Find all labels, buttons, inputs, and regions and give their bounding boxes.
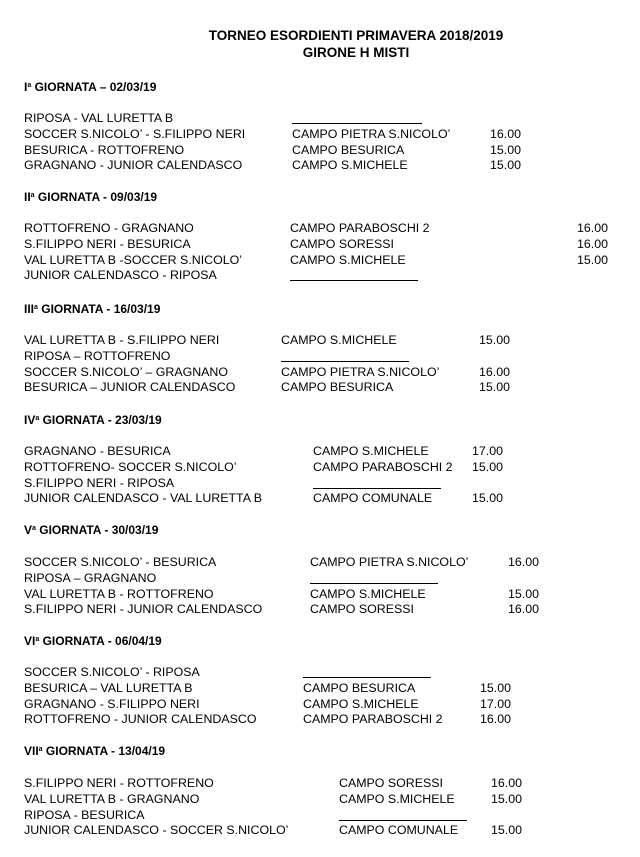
blank-field-line — [339, 820, 467, 821]
blank-field-line — [292, 123, 422, 124]
round-6: $VI^a$ GIORNATA - 06/04/19 SOCCER S.NICOLO’ - RIPOSA BESURICA – VAL LURETTA B CAMPO BESURICA 15.00 GRAGNANO - S.FILIPPO NERI CAMPO S.MICHELE 17.00 ROTTOFRENO - JUNIOR CALENDASCO CAMPO PARABOSCHI 2 16.00 — [24, 634, 624, 649]
round-7: VII$^a$ GIORNATA - 13/04/19 S.FILIPPO NERI - ROTTOFRENO CAMPO SORESSI 16.00 VAL LURETTA B - GRAGNANO CAMPO S.MICHELE 15.00 RIPOSA - BESURICA JUNIOR CALENDASCO - SOCCER S.NICOLO’ CAMPO COMUNALE 15.00 — [24, 744, 624, 759]
blank-field-line — [281, 361, 409, 362]
round-5: $V^a$ GIORNATA - 30/03/19 SOCCER S.NICOLO’ - BESURICA CAMPO PIETRA S.NICOLO’ 16.00 RIPOSA – GRAGNANO VAL LURETTA B - ROTTOFRENO CAMPO S.MICHELE 15.00 S.FILIPPO NERI - JUNIOR CALENDASCO CAMPO SORESSI 16.00 — [24, 523, 624, 538]
blank-field-line — [290, 280, 418, 281]
round-heading: $VI^a$ GIORNATA - 06/04/19 — [24, 634, 162, 648]
round-heading: $II^a$ GIORNATA - 09/03/19 — [24, 190, 158, 204]
blank-field-line — [303, 677, 431, 678]
round-heading: VII$^a$ GIORNATA - 13/04/19 — [24, 744, 166, 758]
blank-field-line — [313, 488, 441, 489]
document-title: TORNEO ESORDIENTI PRIMAVERA 2018/2019 — [208, 28, 504, 43]
round-heading: $V^a$ GIORNATA - 30/03/19 — [24, 523, 159, 537]
round-heading: III$^a$ GIORNATA - 16/03/19 — [24, 302, 161, 316]
round-1: $I^a$ GIORNATA – 02/03/19 RIPOSA - VAL LURETTA B SOCCER S.NICOLO’ - S.FILIPPO NERI CAMPO PIETRA S.NICOLO’ 16.00 BESURICA - ROTTOFRENO CAMPO BESURICA 15.00 GRAGNANO - JUNIOR CALENDASCO CAMPO S.MICHELE 15.00 — [24, 80, 624, 95]
round-3: III$^a$ GIORNATA - 16/03/19 VAL LURETTA B - S.FILIPPO NERI CAMPO S.MICHELE 15.00 RIPOSA – ROTTOFRENO SOCCER S.NICOLO’ – GRAGNANO CAMPO PIETRA S.NICOLO’ 16.00 BESURICA – JUNIOR CALENDASCO CAMPO BESURICA 15.00 — [24, 302, 624, 317]
round-heading: $IV^a$ GIORNATA - 23/03/19 — [24, 413, 162, 427]
round-heading: $I^a$ GIORNATA – 02/03/19 — [24, 80, 157, 94]
document-subtitle: GIRONE H MISTI — [302, 45, 410, 60]
blank-field-line — [310, 583, 438, 584]
round-2: $II^a$ GIORNATA - 09/03/19 ROTTOFRENO - GRAGNANO CAMPO PARABOSCHI 2 16.00 S.FILIPPO NERI - BESURICA CAMPO SORESSI 16.00 VAL LURETTA B -SOCCER S.NICOLO’ CAMPO S.MICHELE 15.00 JUNIOR CALENDASCO - RIPOSA — [24, 190, 624, 205]
round-4: $IV^a$ GIORNATA - 23/03/19 GRAGNANO - BESURICA CAMPO S.MICHELE 17.00 ROTTOFRENO- SOCCER S.NICOLO’ CAMPO PARABOSCHI 2 15.00 S.FILIPPO NERI - RIPOSA JUNIOR CALENDASCO - VAL LURETTA B CAMPO COMUNALE 15.00 — [24, 413, 624, 428]
